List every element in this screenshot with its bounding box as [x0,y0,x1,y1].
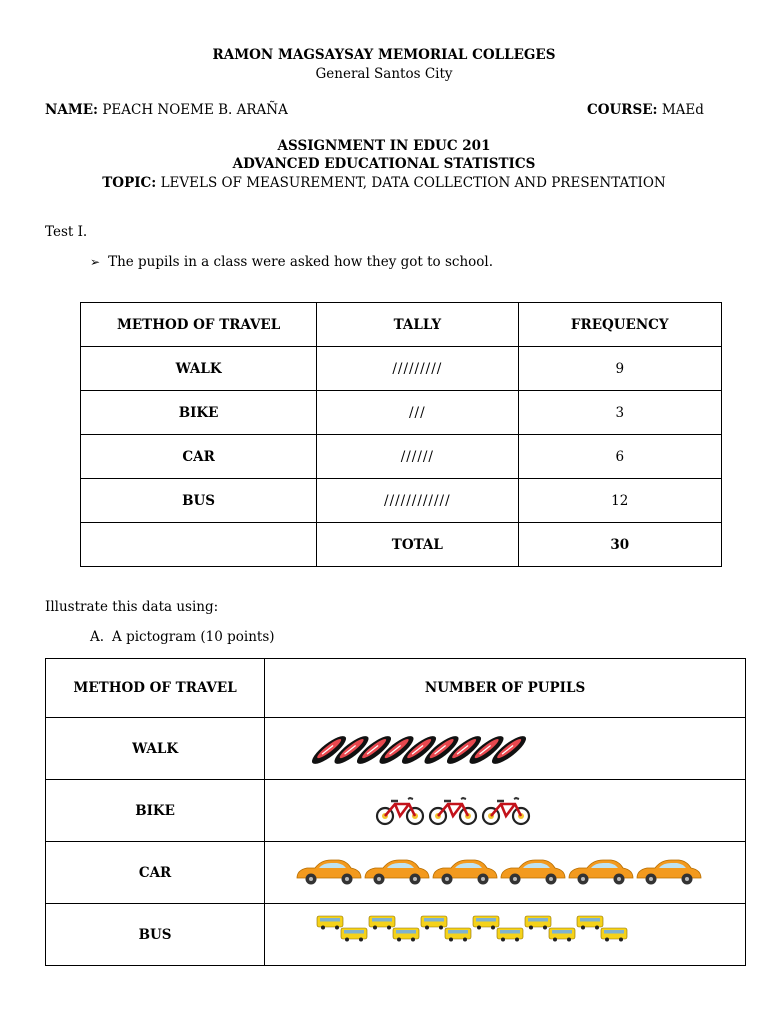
bus-icon [497,928,523,942]
shoe-icons [295,724,735,774]
pictogram-row [46,718,746,780]
bus-icon [317,916,343,930]
course-subject: ADVANCED EDUCATIONAL STATISTICS [232,156,536,172]
tally-cell: ////// [317,435,518,479]
empty-cell [81,523,317,567]
car-icon [501,860,565,885]
topic-label: TOPIC: [102,175,157,191]
course-label: COURSE: [587,102,658,118]
part-letter: A. [90,629,105,645]
bus-icon [369,916,395,930]
car-icon [365,860,429,885]
illustrate-instruction: Illustrate this data using: [45,599,219,615]
method-cell: BUS [81,479,317,523]
car-icon [637,860,701,885]
table-row [81,347,722,391]
tally-cell: //////////// [317,479,518,523]
bus-icon [421,916,447,930]
bus-icon [577,916,603,930]
name-line [45,102,288,118]
car-icons [295,848,735,898]
method-cell: CAR [81,435,317,479]
total-row [81,523,722,567]
car-icon [297,860,361,885]
pictogram-table [45,658,746,966]
test-label: Test I. [45,224,88,240]
bus-icons [295,910,735,960]
topic-line [0,175,768,191]
frequency-table [80,302,722,567]
icon-cell [265,718,746,780]
method-cell: WALK [81,347,317,391]
bus-icon [341,928,367,942]
method-cell: BIKE [81,391,317,435]
pictogram-row [46,904,746,966]
bicycle-icon [430,798,476,824]
table-header-row [46,659,746,718]
method-cell: WALK [46,718,265,780]
bicycle-icons [295,786,735,836]
icon-cell [265,904,746,966]
table-header-row [81,303,722,347]
tally-cell: ///////// [317,347,518,391]
column-header: METHOD OF TRAVEL [46,659,265,718]
arrow-bullet-icon: ➢ [90,255,101,269]
part-text: A pictogram (10 points) [112,629,275,645]
bus-icon [473,916,499,930]
frequency-cell: 3 [518,391,722,435]
pictogram-row [46,842,746,904]
course-value: MAEd [661,102,704,118]
table-row [81,479,722,523]
tally-cell: /// [317,391,518,435]
table-row [81,435,722,479]
frequency-cell: 12 [518,479,722,523]
institution-title: RAMON MAGSAYSAY MEMORIAL COLLEGES [212,47,556,63]
part-a-label [90,629,275,645]
car-icon [433,860,497,885]
pictogram-row [46,780,746,842]
total-label: TOTAL [317,523,518,567]
table-row [81,391,722,435]
car-icon [569,860,633,885]
column-header: TALLY [317,303,518,347]
question-prompt [90,254,493,270]
method-cell: CAR [46,842,265,904]
method-cell: BIKE [46,780,265,842]
column-header: FREQUENCY [518,303,722,347]
column-header: NUMBER OF PUPILS [265,659,746,718]
bus-icon [549,928,575,942]
bus-icon [445,928,471,942]
city-subtitle: General Santos City [315,66,453,82]
bus-icon [601,928,627,942]
bus-icon [525,916,551,930]
icon-cell [265,780,746,842]
total-value: 30 [518,523,722,567]
column-header: METHOD OF TRAVEL [81,303,317,347]
bus-icon [393,928,419,942]
bicycle-icon [483,798,529,824]
method-cell: BUS [46,904,265,966]
frequency-cell: 9 [518,347,722,391]
frequency-cell: 6 [518,435,722,479]
assignment-title: ASSIGNMENT IN EDUC 201 [277,138,491,154]
prompt-text: The pupils in a class were asked how they got to school. [108,254,494,270]
topic-value: LEVELS OF MEASUREMENT, DATA COLLECTION AND PRESENTATION [160,175,666,191]
course-line [587,102,704,118]
student-name: PEACH NOEME B. ARAÑA [102,102,288,118]
bicycle-icon [377,798,423,824]
name-label: NAME: [45,102,99,118]
icon-cell [265,842,746,904]
